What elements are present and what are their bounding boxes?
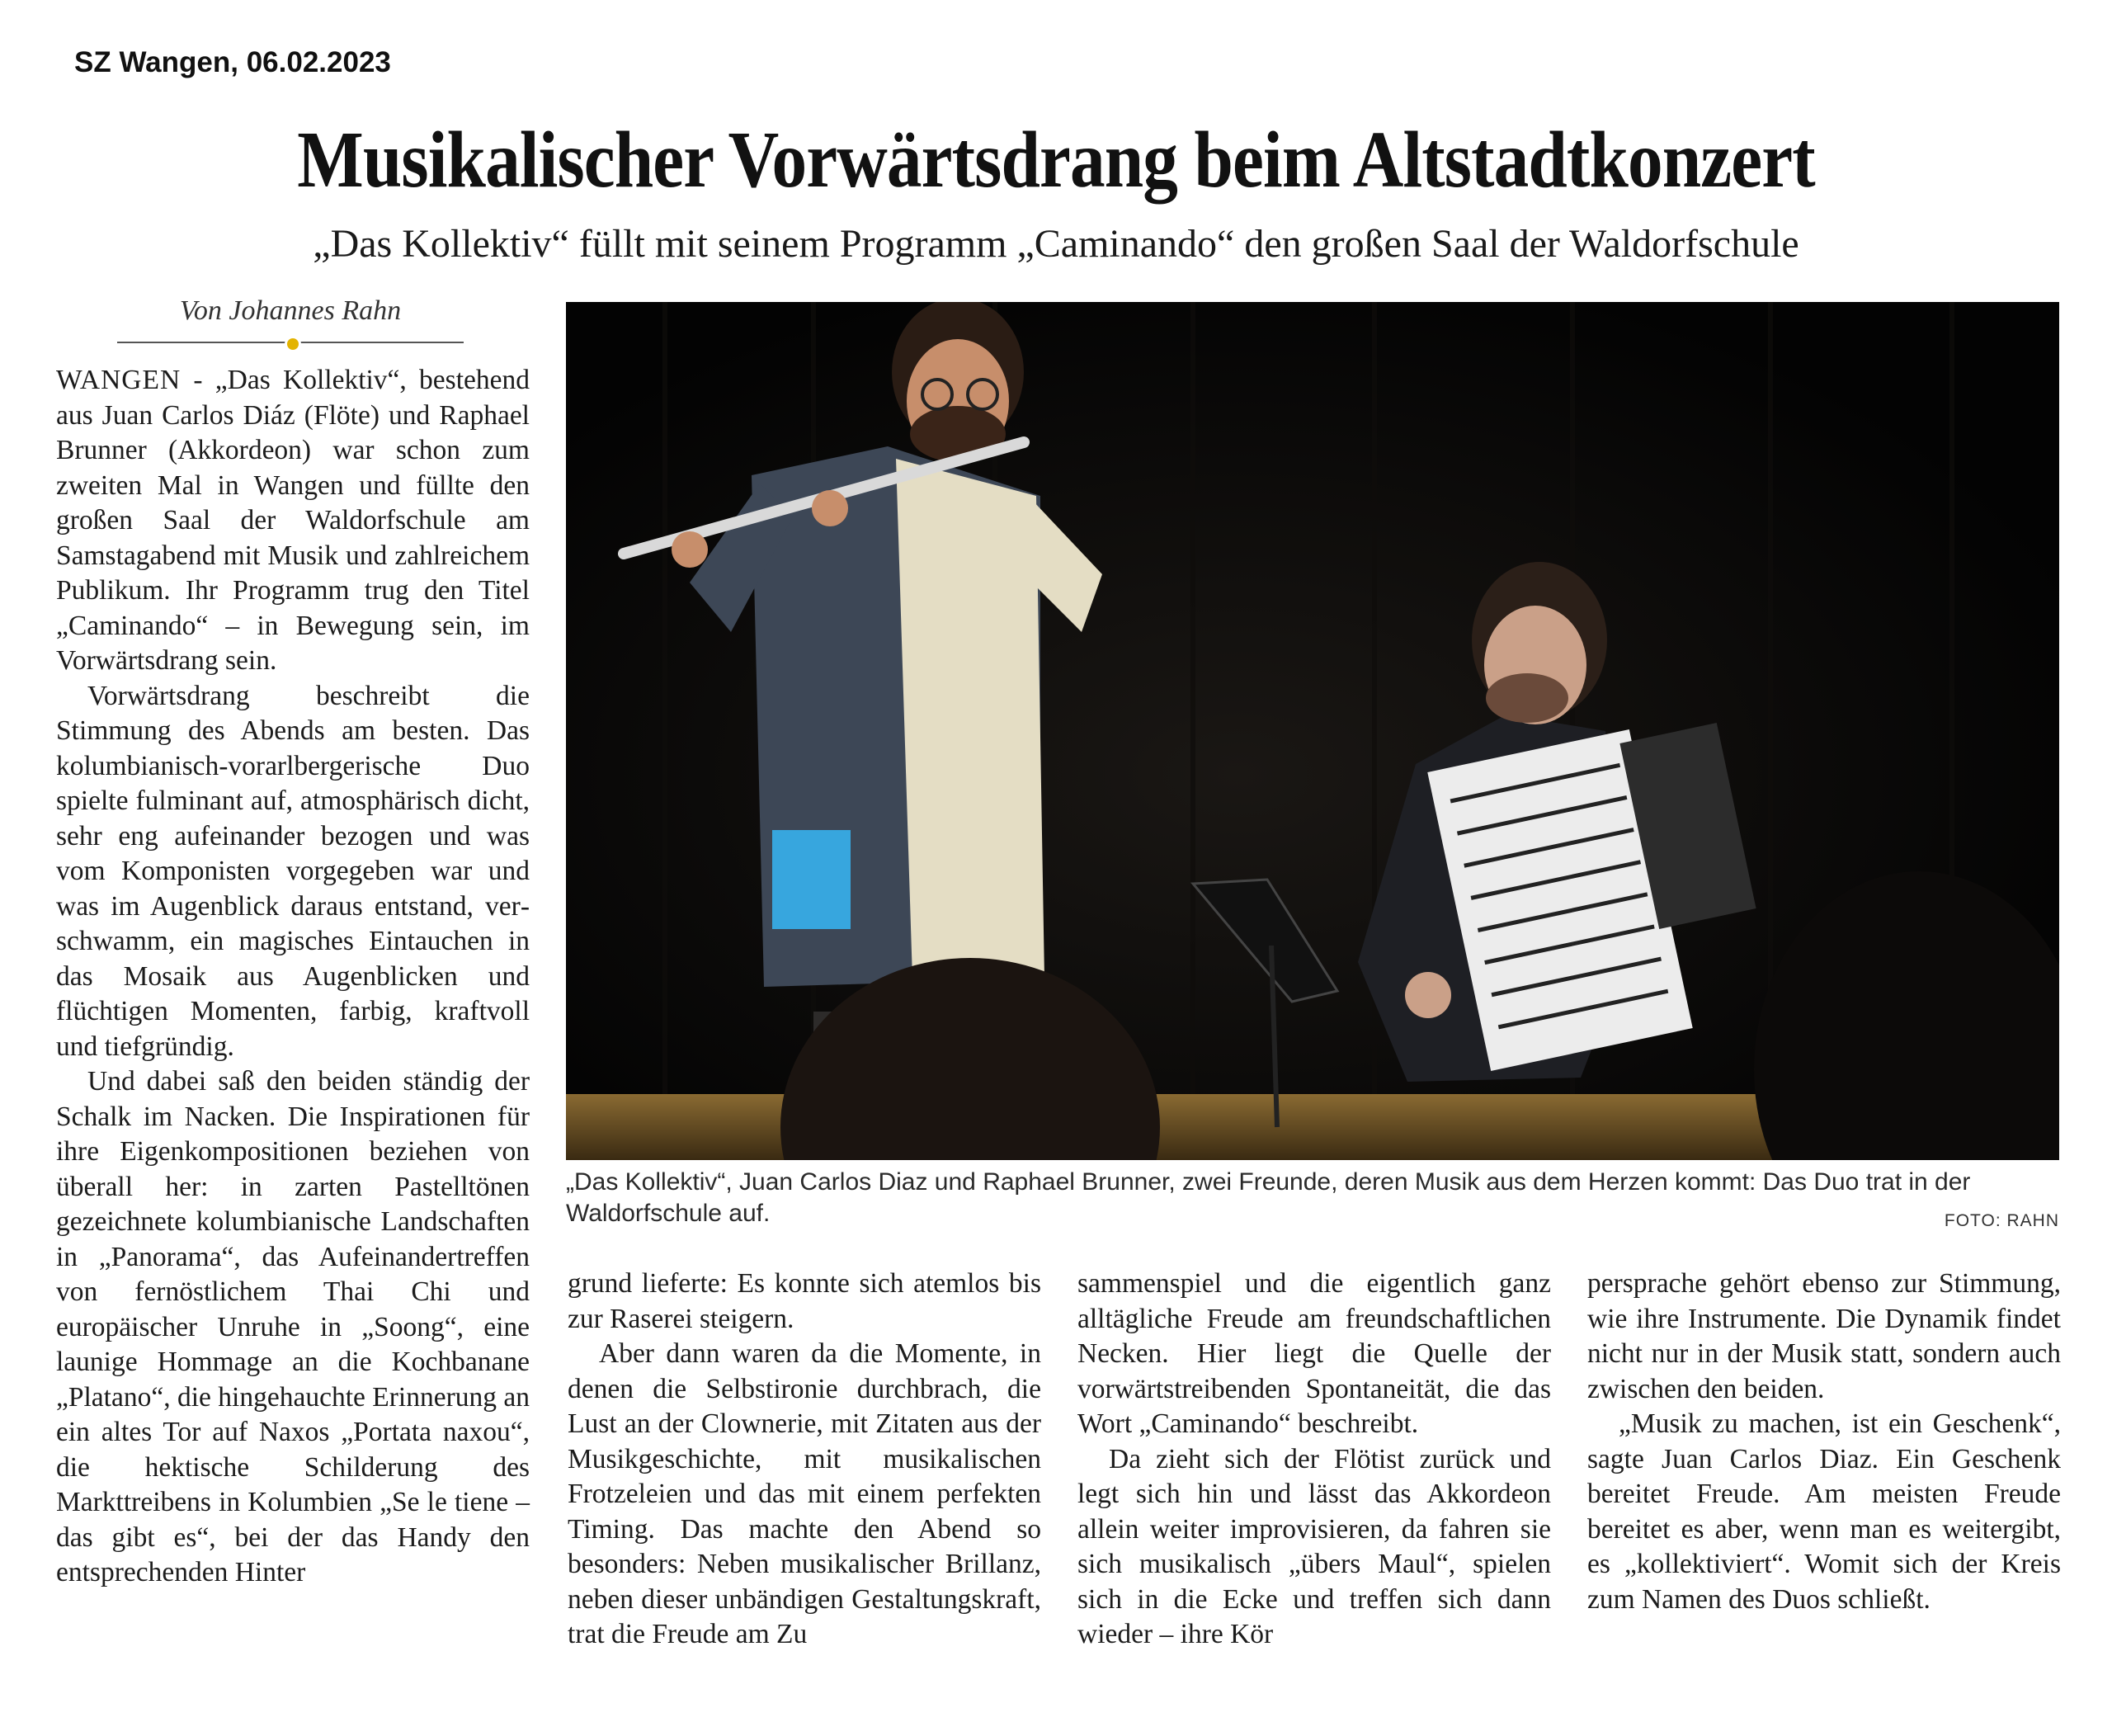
article-paragraph-4-continued: sammenspiel und die eigentlich ganz alltägliche Freude am freundschaftlichen Necken. Hier liegt die Quelle der vorwärtstreibenden Spontaneität, die das Wort „Caminando“ beschreibt.: [1077, 1268, 1551, 1439]
photo-credit: FOTO: RAHN: [1944, 1211, 2059, 1230]
byline: Von Johannes Rahn: [179, 295, 402, 326]
article-paragraph-3-continued: grund lieferte: Es konnte sich atemlos bis zur Raserei steigern.: [568, 1268, 1041, 1334]
article-column-3: [1077, 1267, 1551, 1653]
article-column-1: [56, 363, 530, 1591]
article-column-2: [568, 1267, 1041, 1653]
dateline: WANGEN: [56, 365, 182, 395]
subheadline: „Das Kollektiv“ füllt mit seinem Programm „Caminando“ den großen Saal der Waldorfschule: [313, 222, 1799, 266]
concert-photo-illustration: [566, 302, 2059, 1160]
headline: Musikalischer Vorwärtsdrang beim Altstadtkonzert: [297, 116, 1815, 205]
article-paragraph-1: [56, 363, 530, 679]
byline-dot-icon: [285, 336, 301, 352]
article-paragraph-5: Da zieht sich der Flötist zurück und legt sich hin und lässt das Akkordeon allein weiter improvisieren, da fahren sie sich musikalisch „übers Maul“, spielen sich in die Ecke und treffen sich dann wieder – ihre Kör: [1077, 1443, 1551, 1649]
newspaper-source-date: SZ Wangen, 06.02.2023: [74, 46, 391, 78]
article-paragraph-3: Und dabei saß den beiden ständig der Schalk im Nacken. Die Inspirationen für ihre Eigenkompositionen beziehen von überall her: in zarten Pastelltönen gezeichnete kolumbianische Landschaften in „Panorama“, das Aufeinandertreffen von fernöstlichem Thai Chi und europäischer Unruhe in „Soong“, eine launige Hommage an die Kochbanane „Platano“, die hingehauchte Erinnerung an ein altes Tor auf Naxos „Portata naxou“, die hektische Schilderung des Markttreibens in Kolumbien „Se le tiene – das gibt es“, bei der das Handy den entsprechenden Hinter: [56, 1066, 530, 1587]
article-paragraph-6: „Musik zu machen, ist ein Geschenk“, sagte Juan Carlos Diaz. Ein Geschenk bereitet Freude. Am meisten Freude bereitet es aber, wenn man es weitergibt, es „kollektiviert“. Womit sich der Kreis zum Namen des Duos schließt.: [1587, 1408, 2061, 1615]
photo-caption: „Das Kollektiv“, Juan Carlos Diaz und Raphael Brunner, zwei Freunde, deren Musik aus dem Herzen kommt: Das Duo trat in der Waldorfschule auf.: [566, 1168, 1971, 1227]
article-paragraph-2: Vorwärtsdrang beschreibt die Stimmung des Abends am besten. Das kolumbianisch-vorarlbergerische Duo spielte fulminant auf, atmosphärisch dicht, sehr eng aufeinander bezogen und was vom Komponisten vorgegeben war und was im Augenblick daraus entstand, verschwamm, ein magisches Eintauchen in das Mosaik aus Augenblicken und flüchtigen Momenten, farbig, kraftvoll und tiefgründig.: [56, 680, 530, 1062]
article-paragraph-4: Aber dann waren da die Momente, in denen die Selbstironie durchbrach, die Lust an der Clownerie, mit Zitaten aus der Musikgeschichte, mit musikalischen Frotzeleien und das mit einem perfekten Timing. Das machte den Abend so besonders: Neben musikalischer Brillanz, neben dieser unbändigen Gestaltungskraft, trat die Freude am Zu: [568, 1338, 1041, 1649]
article-column-4: [1587, 1267, 2061, 1617]
article-paragraph-5-continued: persprache gehört ebenso zur Stimmung, wie ihre Instrumente. Die Dynamik findet nicht nur in der Musik statt, sondern auch zwischen den beiden.: [1587, 1268, 2061, 1404]
concert-photo: [566, 302, 2059, 1160]
paragraph-1-text: - „Das Kollektiv“, bestehend aus Juan Carlos Diáz (Flöte) und Raphael Brunner (Akkordeon) war schon zum zweiten Mal in Wangen und füllte den großen Saal der Waldorfschule am Samstagabend mit Musik und zahlreichem Publikum. Ihr Programm trug den Titel „Caminando“ – in Bewegung sein, im Vorwärtsdrang sein.: [56, 365, 530, 676]
